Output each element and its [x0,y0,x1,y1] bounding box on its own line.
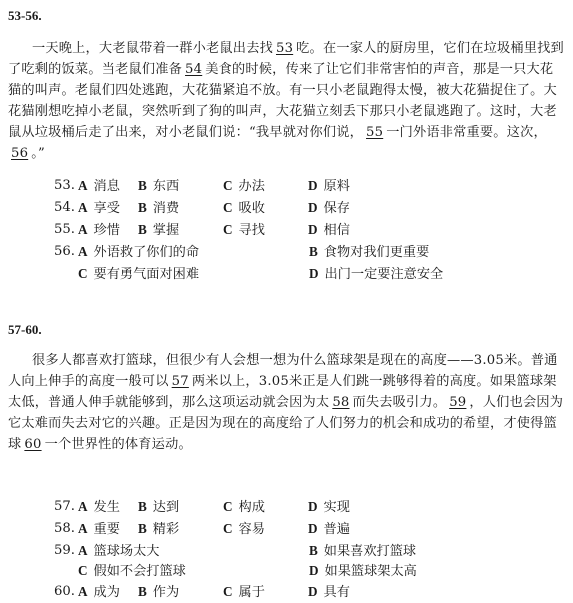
option-text: 精彩 [152,522,180,537]
option-letter: A [78,499,88,514]
option-letter: B [138,584,147,599]
option-d[interactable] [308,176,350,197]
question-row [54,220,567,240]
option-letter: C [223,222,233,237]
option-text: 作为 [152,585,180,600]
option-text: 重要 [93,522,120,537]
option-letter: B [138,499,147,514]
section-53-56-title: 53-56. [8,8,42,23]
option-d[interactable] [308,519,350,540]
option-b[interactable] [138,198,179,219]
question-row [54,198,567,218]
option-b[interactable] [309,242,429,263]
option-letter: A [78,521,88,536]
option-c[interactable] [223,497,265,518]
question-row [54,541,567,561]
passage-text: 一门外语非常重要。这次， [386,125,547,140]
question-row [54,242,567,262]
option-text: 寻找 [238,223,265,238]
option-text: 实现 [323,500,350,515]
option-letter: D [308,584,318,599]
question-number: 55. [54,222,75,237]
question-number: 57. [54,499,75,514]
option-letter: A [78,584,88,599]
passage-text: 两米以上，3.05米正是人们跳一跳够得着的高度。如果篮球架太低，普通人伸手就能够到，那么这项运动就会因为太 [8,374,557,410]
option-letter: D [308,222,318,237]
passage-text: 一个世界性的体育运动。 [44,437,192,452]
option-d[interactable] [308,582,350,603]
passage-text: 很多人都喜欢打篮球，但很少有人会想一想为什么篮球架是现在的高度——3.05米。普通人向上伸手的高度一般可以 [8,353,558,389]
option-letter: A [78,244,88,259]
option-b[interactable] [138,582,179,603]
option-letter: C [78,266,88,281]
passage-text: 美食的时候，传来了让它们非常害怕的声音，那是一只大花猫的叫声。老鼠们四处逃跑，大花猫紧追不放。有一只小老鼠跑得太慢，被大花猫捉住了。大花猫刚想吃掉小老鼠，突然听到了狗的叫声，大花猫立刻丢下那只小老鼠逃跑了。这时，大老鼠从垃圾桶后走了出来，对小老鼠们说：“我早就对你们说， [8,62,557,140]
passage-text: 而失去吸引力。 [352,395,447,410]
question-row [54,582,567,602]
option-a[interactable] [78,497,120,518]
option-text: 保存 [323,201,350,216]
option-text: 原料 [323,179,350,194]
option-letter: C [223,499,233,514]
option-a[interactable] [78,582,120,603]
option-letter: D [309,563,319,578]
option-text: 如果喜欢打篮球 [323,544,417,559]
option-text: 属于 [238,585,265,600]
question-number: 59. [54,543,75,558]
option-letter: C [223,521,233,536]
blank-56: 56 [11,146,29,161]
option-letter: B [138,521,147,536]
option-text: 掌握 [152,223,180,238]
question-row [54,497,567,517]
option-letter: C [78,563,88,578]
option-d[interactable] [309,264,443,285]
option-c[interactable] [223,198,265,219]
section-57-60-title: 57-60. [8,322,42,337]
blank-58: 58 [332,395,350,410]
option-letter: A [78,222,88,237]
option-c[interactable] [223,582,265,603]
option-text: 达到 [152,500,180,515]
option-text: 如果篮球架太高 [324,564,417,579]
option-a[interactable] [78,198,120,219]
option-text: 容易 [238,522,265,537]
option-a[interactable] [78,242,199,263]
option-c[interactable] [78,561,186,582]
option-d[interactable] [308,198,350,219]
question-number: 60. [54,584,75,599]
option-a[interactable] [78,176,120,197]
option-text: 东西 [152,179,180,194]
option-a[interactable] [78,220,120,241]
blank-60: 60 [24,437,42,452]
question-number: 53. [54,178,75,193]
option-letter: A [78,543,88,558]
option-text: 相信 [323,223,350,238]
blank-55: 55 [366,125,384,140]
option-text: 假如不会打篮球 [93,564,186,579]
option-letter: B [138,200,147,215]
option-text: 发生 [93,500,120,515]
option-b[interactable] [138,519,179,540]
option-a[interactable] [78,541,159,562]
option-a[interactable] [78,519,120,540]
option-letter: D [308,200,318,215]
passage-53-56 [8,38,566,164]
question-number: 54. [54,200,75,215]
question-row [54,561,567,581]
option-text: 办法 [238,179,265,194]
option-text: 珍惜 [93,223,120,238]
passage-text: ，人们也会因为它太难而失去对它的兴趣。正是因为现在的高度给了人们努力的机会和成功的希望，才使得篮球 [8,395,564,452]
option-b[interactable] [138,497,179,518]
option-text: 成为 [93,585,120,600]
option-letter: C [223,584,233,599]
option-text: 具有 [323,585,350,600]
blank-59: 59 [449,395,467,410]
question-row [54,176,567,196]
option-letter: B [138,222,147,237]
question-row [54,519,567,539]
blank-53: 53 [275,41,294,56]
option-b[interactable] [309,541,416,562]
option-text: 篮球场太大 [93,544,160,559]
option-c[interactable] [223,176,265,197]
option-d[interactable] [308,497,350,518]
option-text: 构成 [238,500,265,515]
option-b[interactable] [138,220,179,241]
option-letter: C [223,200,233,215]
passage-57-60 [8,350,566,455]
blank-57: 57 [171,374,189,389]
option-letter: A [78,178,88,193]
option-text: 要有勇气面对困难 [93,267,200,282]
option-text: 食物对我们更重要 [323,245,430,260]
option-text: 享受 [93,201,120,216]
option-d[interactable] [308,220,350,241]
blank-54: 54 [185,62,203,77]
option-letter: A [78,200,88,215]
option-c[interactable] [223,220,265,241]
option-letter: B [309,543,318,558]
option-text: 外语救了你们的命 [93,245,200,260]
option-text: 普遍 [323,522,350,537]
passage-text: 。” [31,146,45,161]
option-letter: D [309,266,319,281]
option-text: 吸收 [238,201,265,216]
option-c[interactable] [223,519,265,540]
option-letter: D [308,499,318,514]
option-b[interactable] [138,176,179,197]
option-letter: C [223,178,233,193]
option-text: 消息 [93,179,120,194]
option-text: 消费 [152,201,180,216]
option-text: 出门一定要注意安全 [324,267,444,282]
option-letter: D [308,178,318,193]
option-letter: B [138,178,147,193]
question-number: 58. [54,521,75,536]
option-letter: B [309,244,318,259]
question-number: 56. [54,244,75,259]
option-c[interactable] [78,264,199,285]
option-letter: D [308,521,318,536]
passage-text: 一天晚上，大老鼠带着一群小老鼠出去找 [32,41,273,56]
question-row [54,264,567,284]
passage-text: 吃。在一家人的厨房里，它们在垃圾桶里找到了吃剩的饭菜。当老鼠们准备 [8,41,564,77]
option-d[interactable] [309,561,417,582]
